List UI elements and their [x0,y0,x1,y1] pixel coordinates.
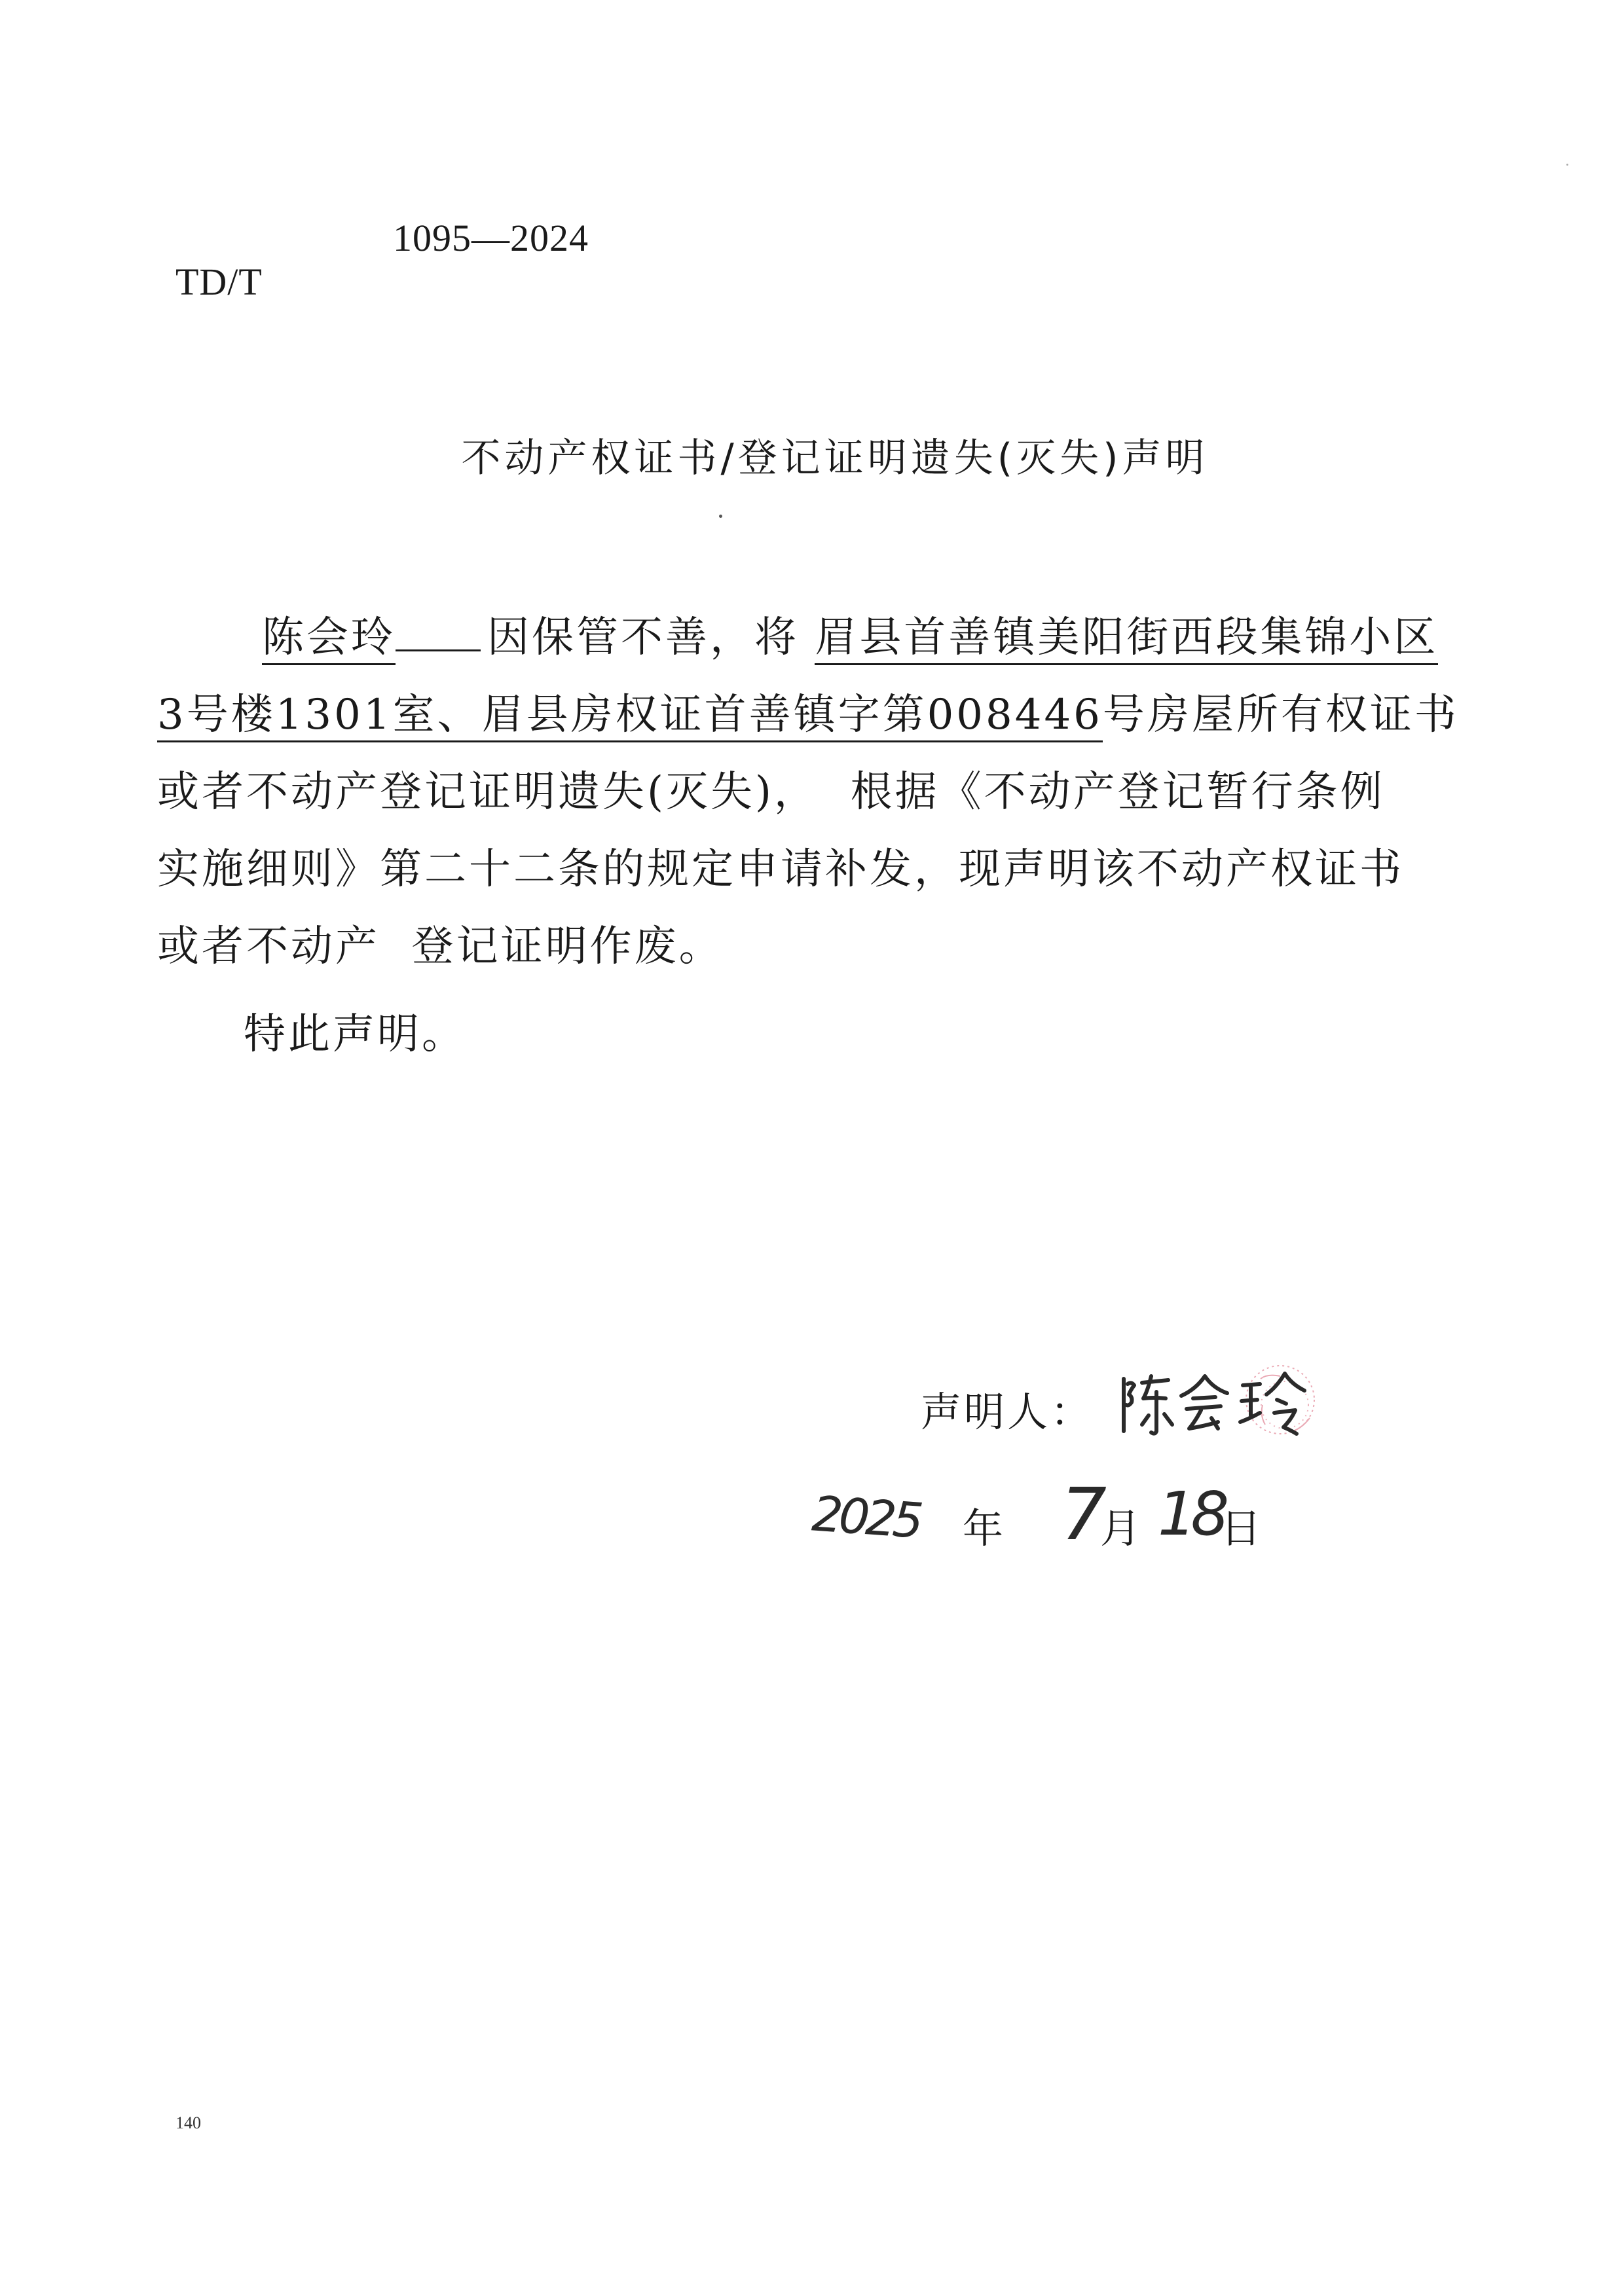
handwritten-signature [1113,1359,1388,1451]
date-month: 7 [1061,1472,1107,1556]
body-line-3: 或者不动产登记证明遗失(灭失)， 根据《不动产登记暂行条例 [157,768,1385,816]
standard-prefix: TD/T [175,261,263,303]
property-address-part2: 3号楼1301室、眉县房权证首善镇字第008446 [157,691,1103,742]
date-day: 18 [1158,1479,1225,1549]
standard-number: 1095—2024 [393,217,589,259]
declarant-name-filled: 陈会玲 [262,613,396,665]
body-line-1 [262,604,1438,664]
standard-code [156,216,589,348]
date-row [812,1470,1270,1555]
page-number: 140 [175,2113,201,2132]
date-year: 2025 [810,1485,922,1550]
declarant-label: 声明人： [921,1388,1094,1436]
day-unit: 日 [1221,1504,1262,1552]
body-line-4: 实施细则》第二十二条的规定申请补发，现声明该不动产权证书 [157,845,1404,894]
name-underline-blank [396,649,481,651]
body-text: 因保管不善，将 [487,613,799,662]
month-unit: 月 [1100,1504,1141,1552]
scan-speck [1566,164,1568,166]
closing-statement: 特此声明。 [244,1010,466,1059]
body-text: 号房屋所有权证书 [1102,691,1459,739]
year-unit: 年 [963,1504,1004,1552]
document-title: 不动产权证书/登记证明遗失(灭失)声明 [461,435,1209,481]
signature-image [1113,1359,1388,1451]
property-address-part1: 眉县首善镇美阳街西段集锦小区 [815,613,1438,665]
body-line-5: 或者不动产 登记证明作废。 [157,922,724,971]
scan-speck [719,515,722,518]
body-line-2 [157,681,1459,741]
